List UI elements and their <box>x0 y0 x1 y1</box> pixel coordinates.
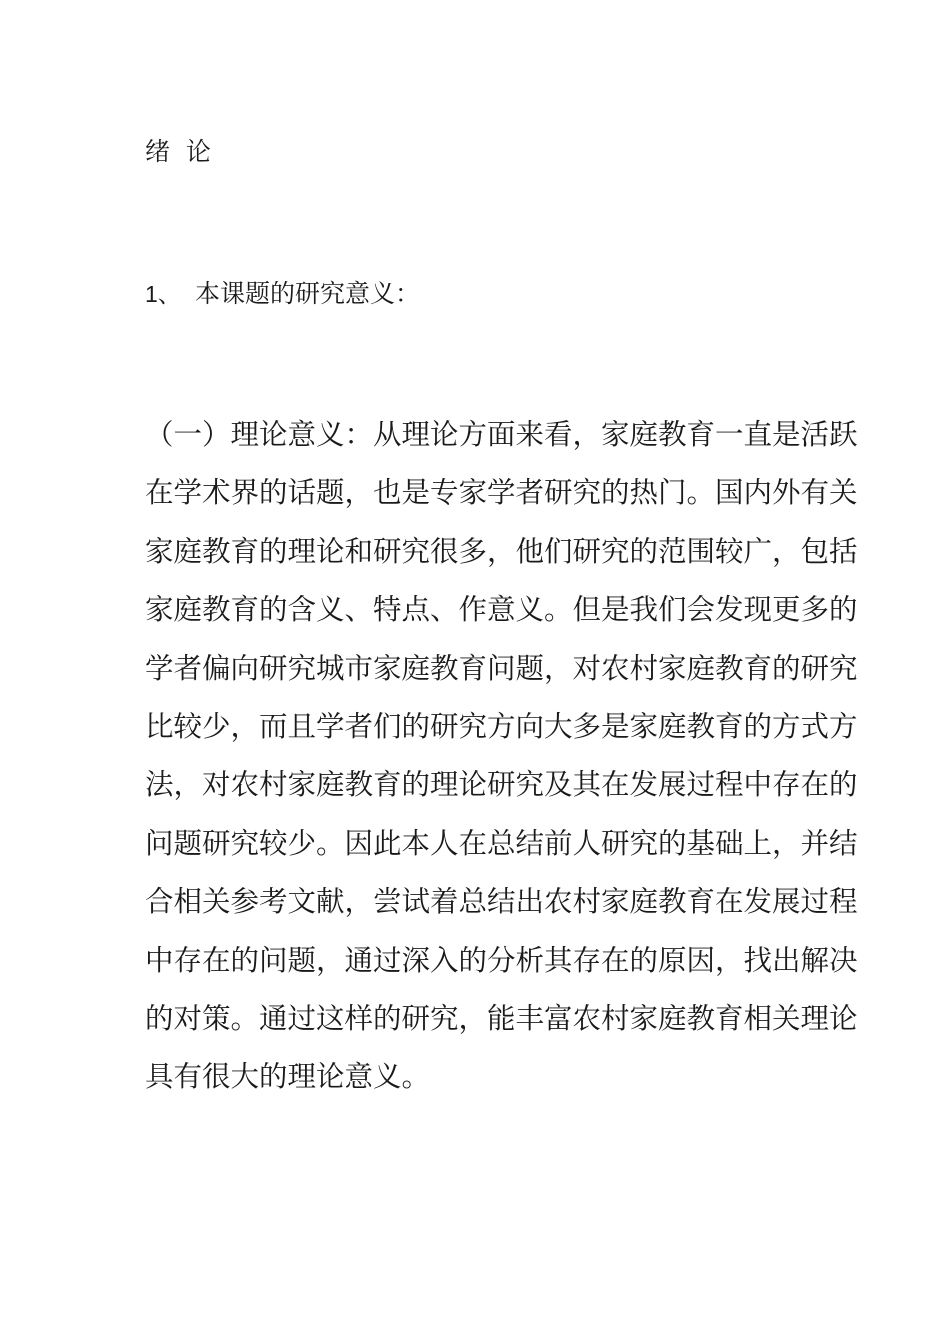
section-heading <box>145 276 420 312</box>
section-number: 1、 <box>145 281 181 307</box>
paragraph-line: 合相关参考文献，尝试着总结出农村家庭教育在发展过程 <box>145 885 858 919</box>
paragraph-line: 在学术界的话题，也是专家学者研究的热门。国内外有关 <box>145 476 858 510</box>
section-title-text: 本课题的研究意义： <box>195 279 421 308</box>
paragraph-line: 学者偏向研究城市家庭教育问题，对农村家庭教育的研究 <box>145 651 858 685</box>
paragraph-line: 中存在的问题，通过深入的分析其存在的原因，找出解决 <box>145 943 858 977</box>
document-heading: 绪 论 <box>145 137 211 166</box>
paragraph-line: 法，对农村家庭教育的理论研究及其在发展过程中存在的 <box>145 768 858 802</box>
paragraph-line: 比较少，而且学者们的研究方向大多是家庭教育的方式方 <box>145 709 858 743</box>
paragraph-line: （一）理论意义：从理论方面来看，家庭教育一直是活跃 <box>145 418 858 451</box>
paragraph-line: 家庭教育的理论和研究很多，他们研究的范围较广，包括 <box>145 534 858 568</box>
paragraph-line: 的对策。通过这样的研究，能丰富农村家庭教育相关理论 <box>145 1001 858 1035</box>
paragraph-line: 家庭教育的含义、特点、作意义。但是我们会发现更多的 <box>145 593 858 627</box>
body-paragraph <box>145 413 858 1114</box>
paragraph-line: 具有很大的理论意义。 <box>145 1060 431 1094</box>
paragraph-line: 问题研究较少。因此本人在总结前人研究的基础上，并结 <box>145 826 858 860</box>
